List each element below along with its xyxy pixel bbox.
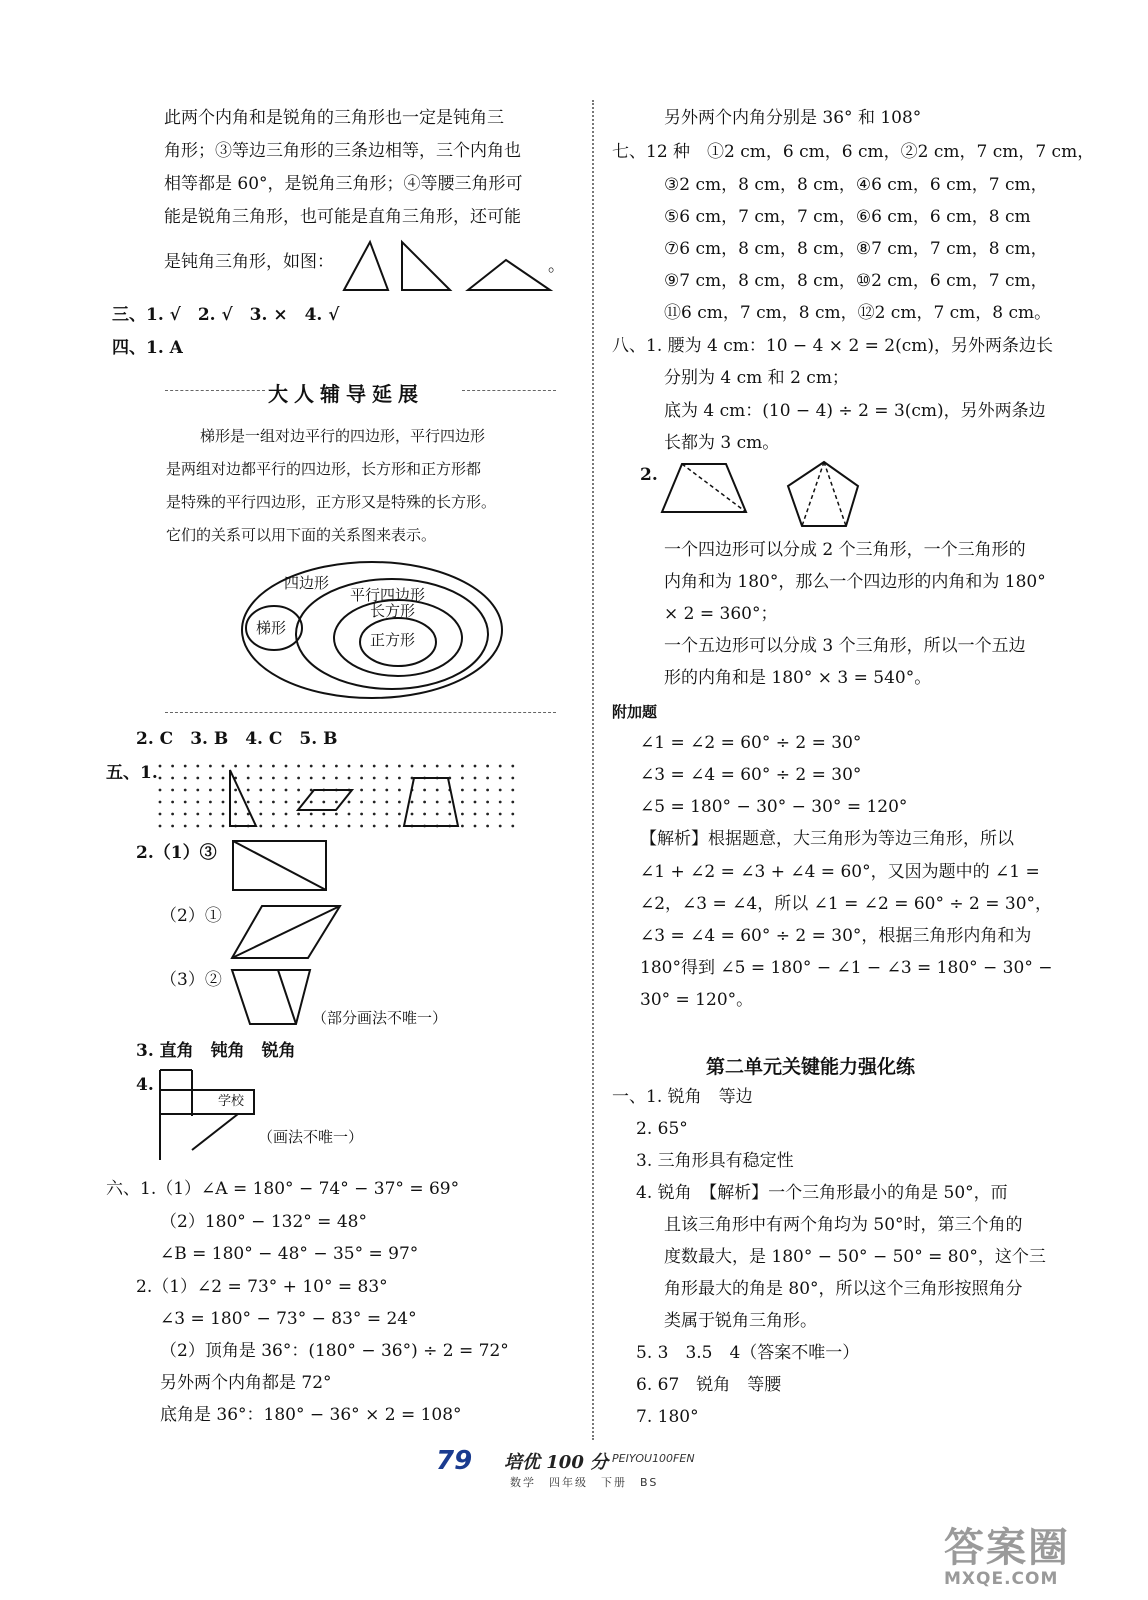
grid-dot xyxy=(474,765,477,768)
grid-dot xyxy=(171,813,174,816)
grid-dot xyxy=(398,765,401,768)
grid-dot xyxy=(171,777,174,780)
fujia-4: 【解析】根据题意，大三角形为等边三角形，所以 xyxy=(640,829,1014,849)
fujia-5: ∠1 + ∠2 = ∠3 + ∠4 = 60°，又因为题中的 ∠1 = xyxy=(640,862,1040,882)
grid-dot xyxy=(335,825,338,828)
grid-dot xyxy=(159,801,162,804)
grid-dot xyxy=(209,789,212,792)
grid-dot xyxy=(159,777,162,780)
fujia-7: ∠3 = ∠4 = 60° ÷ 2 = 30°，根据三角形内角和为 xyxy=(640,926,1032,946)
grid-dot xyxy=(335,813,338,816)
answer-si: 四、1. A xyxy=(112,338,183,358)
wu-2c-label: （3）② xyxy=(160,970,222,990)
ext-title: 大人辅导延展 xyxy=(268,382,424,406)
unit-2: 2. 65° xyxy=(636,1119,688,1139)
grid-dot xyxy=(184,825,187,828)
grid-dot xyxy=(461,813,464,816)
grid-dot xyxy=(385,825,388,828)
left-line-3: 相等都是 60°，是锐角三角形；④等腰三角形可 xyxy=(164,174,523,194)
parallelogram-diagonal xyxy=(230,904,342,960)
grid-dot xyxy=(234,765,237,768)
grid-dot xyxy=(423,789,426,792)
grid-dot xyxy=(499,825,502,828)
grid-dot xyxy=(373,765,376,768)
grid-dot xyxy=(373,825,376,828)
unit-5: 5. 3 3.5 4（答案不唯一） xyxy=(636,1343,860,1363)
grid-dot xyxy=(222,765,225,768)
grid-dot xyxy=(511,777,514,780)
footer-subtitle: 数学 四年级 下册 BS xyxy=(510,1476,659,1489)
grid-dot xyxy=(423,801,426,804)
ext-dash-left xyxy=(165,390,265,391)
unit-4b: 且该三角形中有两个角均为 50°时，第三个角的 xyxy=(664,1215,1023,1235)
grid-right-triangle xyxy=(230,770,256,826)
liu-2e: 底角是 36°：180° − 36° × 2 = 108° xyxy=(160,1405,462,1425)
grid-dot xyxy=(171,765,174,768)
ba-7: 内角和为 180°，那么一个四边形的内角和为 180° xyxy=(664,572,1046,592)
grid-dot xyxy=(159,813,162,816)
grid-dot xyxy=(436,765,439,768)
grid-dot xyxy=(448,813,451,816)
grid-dot xyxy=(184,813,187,816)
grid-dot xyxy=(360,765,363,768)
left-line-5: 是钝角三角形，如图： xyxy=(164,252,334,272)
liu-2c: （2）顶角是 36°：(180° − 36°) ÷ 2 = 72° xyxy=(160,1341,509,1361)
school-route-drawing xyxy=(158,1070,258,1162)
grid-dot xyxy=(486,777,489,780)
grid-dot xyxy=(297,801,300,804)
grid-dot xyxy=(272,813,275,816)
venn-label-rect: 长方形 xyxy=(370,602,416,620)
grid-dot xyxy=(196,789,199,792)
grid-dot xyxy=(461,765,464,768)
grid-dot xyxy=(285,765,288,768)
grid-dot xyxy=(297,813,300,816)
grid-dot xyxy=(385,777,388,780)
grid-dot xyxy=(348,813,351,816)
grid-dot xyxy=(272,777,275,780)
school-label: 学校 xyxy=(218,1094,245,1109)
grid-dot xyxy=(322,825,325,828)
grid-dot xyxy=(209,765,212,768)
grid-dot xyxy=(335,777,338,780)
grid-dot xyxy=(423,765,426,768)
grid-dot xyxy=(184,789,187,792)
wu-2a-label: 2.（1）③ xyxy=(136,843,217,863)
pentagon-split-drawing xyxy=(786,460,862,528)
unit-4a: 4. 锐角 【解析】一个三角形最小的角是 50°，而 xyxy=(636,1183,1008,1203)
grid-dot xyxy=(297,825,300,828)
grid-dot xyxy=(360,777,363,780)
grid-dot xyxy=(297,789,300,792)
fujia-3: ∠5 = 180° − 30° − 30° = 120° xyxy=(640,797,908,817)
liu-2d: 另外两个内角都是 72° xyxy=(160,1373,332,1393)
grid-dot xyxy=(461,777,464,780)
ba-6: 一个四边形可以分成 2 个三角形，一个三角形的 xyxy=(664,540,1026,560)
grid-dot xyxy=(486,765,489,768)
wu-4-label: 4. xyxy=(136,1075,154,1095)
grid-dot xyxy=(360,825,363,828)
grid-dot xyxy=(335,765,338,768)
footer-brand-en: PEIYOU100FEN xyxy=(612,1452,695,1465)
left-line-2: 角形；③等边三角形的三条边相等，三个内角也 xyxy=(164,141,521,161)
grid-dot xyxy=(259,813,262,816)
qi-6: ⑪6 cm，7 cm，8 cm，⑫2 cm，7 cm，8 cm。 xyxy=(664,303,1052,323)
grid-dot xyxy=(234,813,237,816)
grid-dot xyxy=(259,825,262,828)
grid-dot xyxy=(285,813,288,816)
rectangle-diagonal xyxy=(232,840,328,892)
watermark xyxy=(944,1516,1070,1589)
grid-dot xyxy=(322,765,325,768)
grid-dot xyxy=(499,813,502,816)
liu-1b: （2）180° − 132° = 48° xyxy=(160,1212,367,1232)
qi-2: ③2 cm，8 cm，8 cm，④6 cm，6 cm，7 cm， xyxy=(664,175,1048,195)
watermark-url: MXQE.COM xyxy=(944,1569,1059,1589)
grid-dot xyxy=(474,789,477,792)
grid-dot xyxy=(499,789,502,792)
grid-dot xyxy=(297,777,300,780)
grid-dot xyxy=(461,825,464,828)
left-line-1: 此两个内角和是锐角的三角形也一定是钝角三 xyxy=(164,108,504,128)
triangle-examples xyxy=(340,236,560,296)
unit-3: 3. 三角形具有稳定性 xyxy=(636,1151,794,1171)
answer-2-5: 2. C 3. B 4. C 5. B xyxy=(136,729,338,749)
grid-dot xyxy=(222,813,225,816)
grid-dot xyxy=(297,765,300,768)
grid-dot xyxy=(171,825,174,828)
ext-line-2: 是两组对边都平行的四边形，长方形和正方形都 xyxy=(166,460,482,478)
grid-dot xyxy=(511,825,514,828)
page-number: 79 xyxy=(436,1446,473,1476)
grid-dot xyxy=(184,777,187,780)
trapezoid-split xyxy=(230,968,314,1028)
grid-dot xyxy=(159,789,162,792)
fujia-2: ∠3 = ∠4 = 60° ÷ 2 = 30° xyxy=(640,765,862,785)
grid-dot xyxy=(209,777,212,780)
grid-dot xyxy=(196,813,199,816)
grid-dot xyxy=(259,789,262,792)
venn-label-quad: 四边形 xyxy=(284,574,330,592)
grid-dot xyxy=(436,813,439,816)
grid-dot xyxy=(511,789,514,792)
grid-dot xyxy=(398,789,401,792)
grid-dot xyxy=(511,765,514,768)
grid-dot xyxy=(310,813,313,816)
grid-dot xyxy=(474,777,477,780)
footer-brand: 培优 100 分 xyxy=(504,1452,609,1473)
grid-dot xyxy=(310,825,313,828)
grid-dot xyxy=(247,789,250,792)
grid-dot xyxy=(222,789,225,792)
unit-4e: 类属于锐角三角形。 xyxy=(664,1311,817,1331)
grid-dot xyxy=(310,777,313,780)
ext-line-3: 是特殊的平行四边形，正方形又是特殊的长方形。 xyxy=(166,493,497,511)
grid-dot xyxy=(385,813,388,816)
watermark-cn: 答案圈 xyxy=(944,1525,1070,1571)
grid-dot xyxy=(373,813,376,816)
wu-3: 3. 直角 钝角 锐角 xyxy=(136,1041,296,1061)
grid-dot xyxy=(348,801,351,804)
wu-1-label: 五、1. xyxy=(106,763,158,783)
liu-2a: 2.（1）∠2 = 73° + 10° = 83° xyxy=(136,1277,388,1297)
ba-9: 一个五边形可以分成 3 个三角形，所以一个五边 xyxy=(664,636,1026,656)
grid-dot xyxy=(360,789,363,792)
unit-4d: 角形最大的角是 80°，所以这个三角形按照角分 xyxy=(664,1279,1023,1299)
ba-8: × 2 = 360°； xyxy=(664,604,778,624)
ext-line-4: 它们的关系可以用下面的关系图来表示。 xyxy=(166,526,437,544)
liu-1c: ∠B = 180° − 48° − 35° = 97° xyxy=(160,1244,419,1264)
grid-dot xyxy=(511,801,514,804)
grid-dot xyxy=(474,801,477,804)
dot-grid-drawings xyxy=(158,762,524,832)
grid-dot xyxy=(159,765,162,768)
grid-dot xyxy=(398,825,401,828)
liu-1a: 六、1.（1）∠A = 180° − 74° − 37° = 69° xyxy=(106,1179,460,1199)
unit-4c: 度数最大，是 180° − 50° − 50° = 80°，这个三 xyxy=(664,1247,1046,1267)
obtuse-triangle xyxy=(468,260,550,290)
grid-dot xyxy=(184,765,187,768)
wu-4-note: （画法不唯一） xyxy=(258,1128,364,1146)
grid-dot xyxy=(196,825,199,828)
grid-dot xyxy=(474,813,477,816)
grid-dot xyxy=(411,765,414,768)
grid-dot xyxy=(272,825,275,828)
grid-dot xyxy=(436,801,439,804)
grid-dot xyxy=(385,801,388,804)
right-triangle xyxy=(402,242,450,290)
grid-dot xyxy=(209,825,212,828)
wu-2b-label: （2）① xyxy=(160,906,222,926)
grid-dot xyxy=(234,789,237,792)
right-line-1: 另外两个内角分别是 36° 和 108° xyxy=(664,108,922,128)
grid-dot xyxy=(360,813,363,816)
fujia-8: 180°得到 ∠5 = 180° − ∠1 − ∠3 = 180° − 30° − xyxy=(640,958,1053,978)
grid-dot xyxy=(486,825,489,828)
unit-1: 一、1. 锐角 等边 xyxy=(612,1087,753,1107)
grid-dot xyxy=(398,813,401,816)
grid-dot xyxy=(184,801,187,804)
grid-dot xyxy=(285,801,288,804)
ba-10: 形的内角和是 180° × 3 = 540°。 xyxy=(664,668,932,688)
grid-dot xyxy=(385,789,388,792)
grid-dot xyxy=(348,825,351,828)
grid-dot xyxy=(499,777,502,780)
grid-dot xyxy=(259,801,262,804)
venn-label-para: 平行四边形 xyxy=(350,586,426,604)
grid-dot xyxy=(222,825,225,828)
grid-dot xyxy=(423,813,426,816)
left-line-4: 能是锐角三角形，也可能是直角三角形，还可能 xyxy=(164,207,521,227)
grid-dot xyxy=(310,801,313,804)
grid-dot xyxy=(247,801,250,804)
grid-dot xyxy=(209,813,212,816)
venn-label-trap: 梯形 xyxy=(256,619,287,637)
qi-1: 七、12 种 ①2 cm，6 cm，6 cm，②2 cm，7 cm，7 cm， xyxy=(612,142,1095,162)
grid-dot xyxy=(272,789,275,792)
ba-3: 底为 4 cm：(10 − 4) ÷ 2 = 3(cm)，另外两条边 xyxy=(664,401,1046,421)
grid-dot xyxy=(247,777,250,780)
qi-3: ⑤6 cm，7 cm，7 cm，⑥6 cm，6 cm，8 cm xyxy=(664,207,1031,227)
grid-dot xyxy=(474,825,477,828)
grid-dot xyxy=(348,765,351,768)
grid-dot xyxy=(461,789,464,792)
grid-dot xyxy=(448,801,451,804)
ext-dash-right xyxy=(462,390,556,391)
grid-dot xyxy=(234,801,237,804)
acute-triangle xyxy=(344,242,388,290)
ba-2: 分别为 4 cm 和 2 cm； xyxy=(664,368,849,388)
quadrilateral-split-drawing xyxy=(660,462,750,516)
grid-dot xyxy=(259,777,262,780)
grid-dot xyxy=(411,801,414,804)
grid-dot xyxy=(322,777,325,780)
grid-dot xyxy=(385,765,388,768)
unit-6: 6. 67 锐角 等腰 xyxy=(636,1375,782,1395)
grid-dot xyxy=(486,789,489,792)
unit-title: 第二单元关键能力强化练 xyxy=(706,1056,916,1078)
ba-5: 2. xyxy=(640,465,658,485)
grid-dot xyxy=(159,825,162,828)
grid-dot xyxy=(310,765,313,768)
grid-dot xyxy=(486,801,489,804)
grid-dot xyxy=(322,801,325,804)
grid-dot xyxy=(196,801,199,804)
grid-dot xyxy=(360,801,363,804)
grid-dot xyxy=(373,789,376,792)
grid-dot xyxy=(285,789,288,792)
liu-2b: ∠3 = 180° − 73° − 83° = 24° xyxy=(160,1309,417,1329)
ext-dash-bottom xyxy=(165,712,556,713)
qi-5: ⑨7 cm，8 cm，8 cm，⑩2 cm，6 cm，7 cm， xyxy=(664,271,1048,291)
grid-dot xyxy=(285,825,288,828)
grid-dot xyxy=(209,801,212,804)
grid-dot xyxy=(322,813,325,816)
venn-label-square: 正方形 xyxy=(370,631,416,649)
grid-dot xyxy=(398,777,401,780)
qi-4: ⑦6 cm，8 cm，8 cm，⑧7 cm，7 cm，8 cm， xyxy=(664,239,1048,259)
grid-dot xyxy=(171,801,174,804)
ext-line-1: 梯形是一组对边平行的四边形，平行四边形 xyxy=(200,427,486,445)
grid-dot xyxy=(461,801,464,804)
grid-dot xyxy=(348,777,351,780)
fujia-6: ∠2，∠3 = ∠4，所以 ∠1 = ∠2 = 60° ÷ 2 = 30°， xyxy=(640,894,1053,914)
grid-dot xyxy=(196,777,199,780)
grid-parallelogram xyxy=(298,790,352,810)
grid-dot xyxy=(285,777,288,780)
grid-dot xyxy=(511,813,514,816)
grid-dot xyxy=(373,777,376,780)
grid-dot xyxy=(222,801,225,804)
grid-dot xyxy=(411,813,414,816)
grid-dot xyxy=(259,765,262,768)
left-line-5-end: 。 xyxy=(548,256,565,276)
grid-dot xyxy=(272,765,275,768)
fujia-9: 30° = 120°。 xyxy=(640,990,754,1010)
grid-dot xyxy=(499,801,502,804)
grid-dot xyxy=(272,801,275,804)
grid-dot xyxy=(373,801,376,804)
answer-san: 三、1. √ 2. √ 3. × 4. √ xyxy=(112,305,340,325)
grid-dot xyxy=(448,765,451,768)
ba-1: 八、1. 腰为 4 cm：10 − 4 × 2 = 2(cm)，另外两条边长 xyxy=(612,336,1054,356)
unit-7: 7. 180° xyxy=(636,1407,699,1427)
fujia-1: ∠1 = ∠2 = 60° ÷ 2 = 30° xyxy=(640,733,862,753)
ba-4: 长都为 3 cm。 xyxy=(664,433,780,453)
grid-dot xyxy=(171,789,174,792)
grid-dot xyxy=(247,765,250,768)
fujia-title: 附加题 xyxy=(612,703,658,721)
grid-dot xyxy=(486,813,489,816)
column-divider xyxy=(592,100,594,1440)
grid-dot xyxy=(335,801,338,804)
grid-dot xyxy=(196,765,199,768)
grid-dot xyxy=(398,801,401,804)
grid-dot xyxy=(222,777,225,780)
grid-dot xyxy=(499,765,502,768)
grid-dot xyxy=(436,789,439,792)
wu-2-note: （部分画法不唯一） xyxy=(312,1009,448,1027)
